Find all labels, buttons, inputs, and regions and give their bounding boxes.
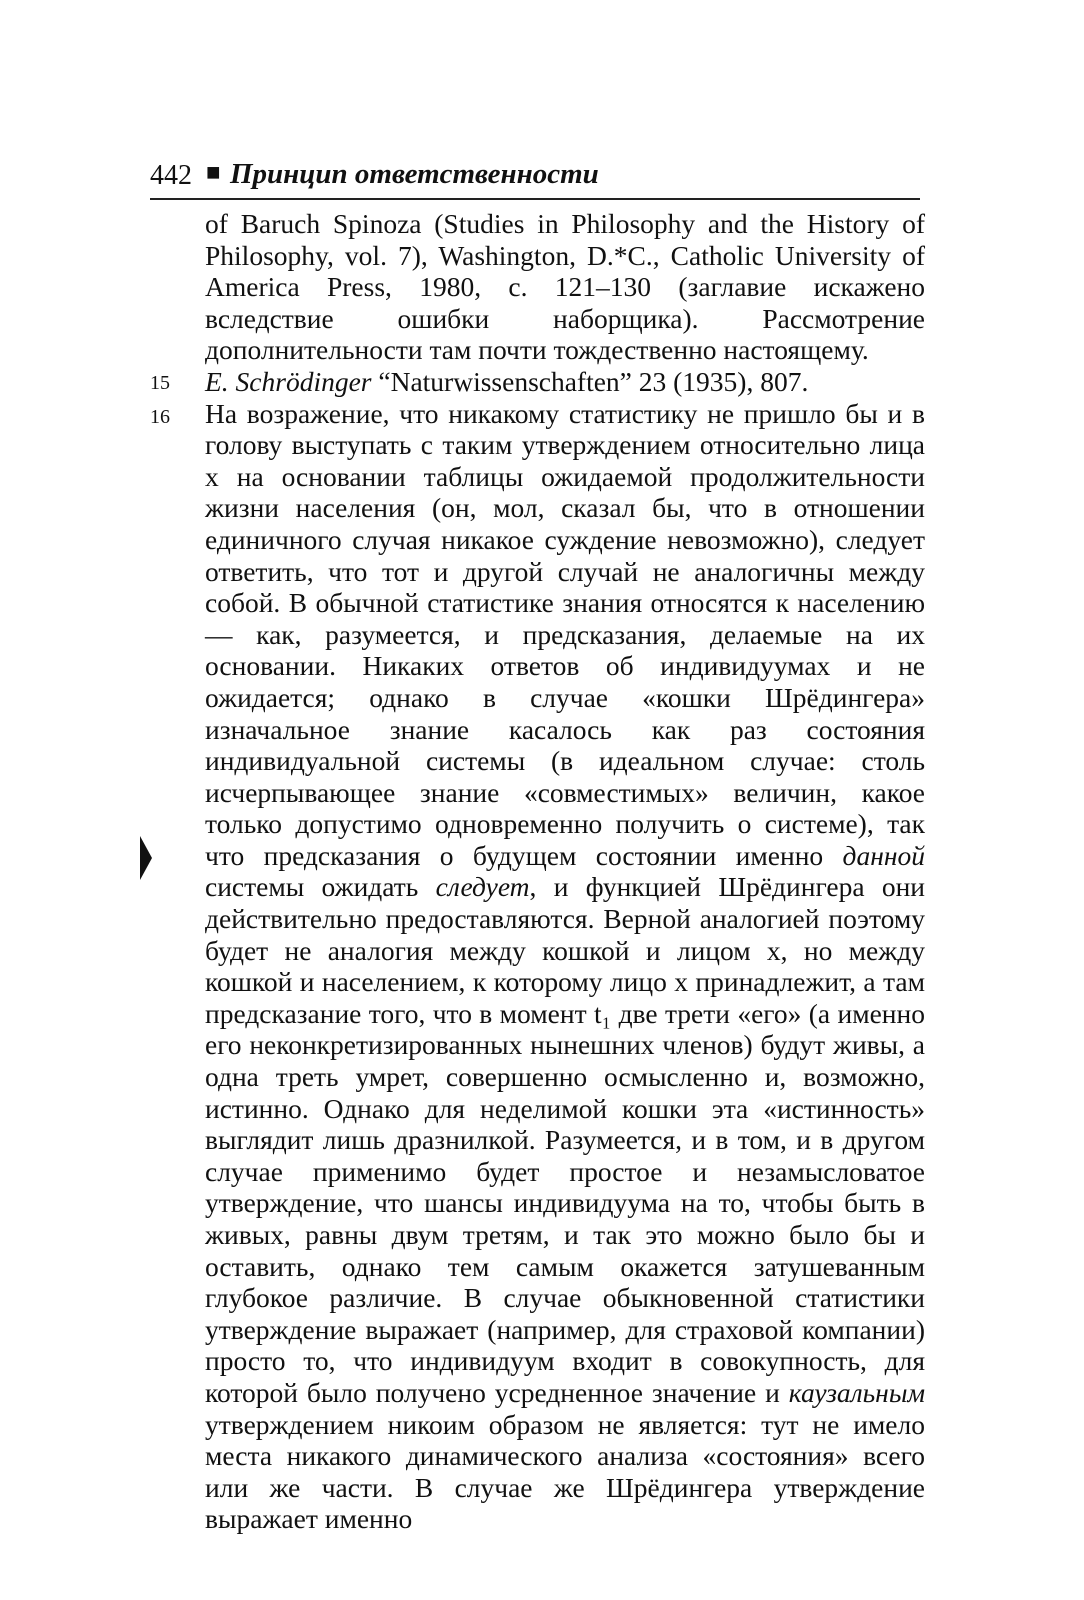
page-number: 442 — [150, 160, 192, 191]
margin-mark-icon — [140, 836, 152, 880]
page-header — [150, 158, 920, 200]
note-16-text-1: На возражение, что никакому статистику не пришло бы и в голову выступать с таким утверждением относительно лица x на основании таблицы ожидаемой продолжительности жизни населения (он, мол, сказал бы, что в отношении единичного случая никакое суждение невозможно), следует ответить, что тот и другой случай не аналогичны между собой. В обычной статистике знания относятся к населению — как, разумеется, и предсказания, делаемые на их основании. Никаких ответов об индивидуумах и не ожидается; однако в случае «кошки Шрёдингера» изначальное знание касалось как раз состояния индивидуальной системы (в идеальном случае: столь исчерпывающее знание «совместимых» величин, какое только допустимо одновременно получить о системе), так что предсказания о будущем состоянии именно — [205, 397, 925, 871]
note-16-emph-1: данной — [842, 839, 925, 871]
running-title: Принцип ответственности — [230, 158, 599, 190]
header-bullet: ■ — [206, 160, 221, 186]
note-16-text-4: утверждением никоим образом не является: тут не имело места никакого динамического анализа «состояния» всего или же части. В случае же Шрёдингера утверждение выражает именно — [205, 1408, 925, 1535]
note-continuation: of Baruch Spinoza (Studies in Philosophy and the History of Philosophy, vol. 7), Washington, D.*C., Catholic University of America Press, 1980, c. 121–130 (заглавие искажено вследствие ошибки наборщика). Рассмотрение дополнительности там почти тождественно настоящему. — [205, 208, 925, 366]
note-16-text-2: системы ожидать — [205, 871, 436, 903]
note-15-author: E. Schrödinger — [205, 365, 372, 397]
note-number-15: 15 — [150, 372, 170, 394]
notes-text — [205, 208, 925, 1535]
note-number-16: 16 — [150, 406, 170, 428]
note-15 — [205, 366, 925, 398]
note-16 — [205, 398, 925, 1535]
note-16-text-3: , и функцией Шрёдингера они действительно предоставляются. Верной аналогией поэтому будет не аналогия между кошкой и лицом x, но между кошкой и населением, к которому лицо x принадлежит, а там предсказание того, что в момент t₁ две трети «его» (а именно его неконкретизированных нынешних членов) будут живы, а одна треть умрет, совершенно осмысленно и, возможно, истинно. Однако для неделимой кошки эта «истинность» выглядит лишь дразнилкой. Разумеется, и в том, и в другом случае применимо будет простое и незамысловатое утверждение, что шансы индивидуума на то, чтобы быть в живых, равны двум третям, и так это можно было бы и оставить, однако тем самым окажется затушеванным глубокое различие. В случае обыкновенной статистики утверждение выражает (например, для страховой компании) просто то, что индивидуум входит в совокупность, для которой было получено усредненное значение и — [205, 871, 926, 1408]
note-16-emph-2: следует — [435, 871, 530, 903]
note-15-source: “Naturwissenschaften” 23 (1935), 807. — [371, 365, 809, 397]
note-16-emph-3: каузальным — [788, 1376, 925, 1408]
